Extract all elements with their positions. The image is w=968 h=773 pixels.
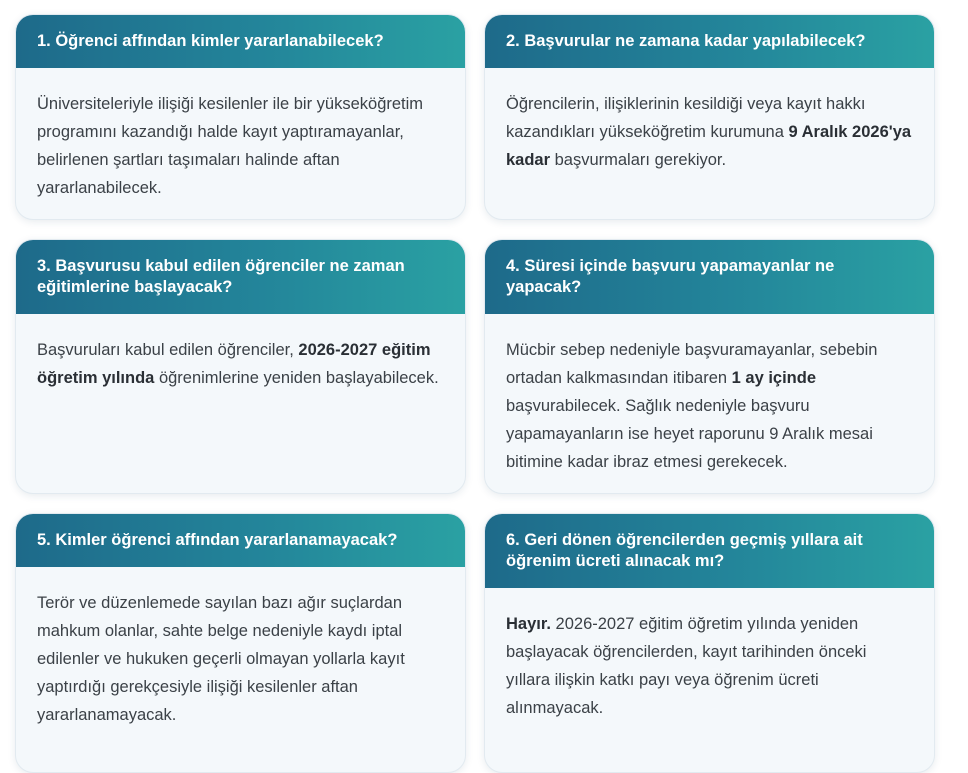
- faq-answer-5: [16, 567, 465, 729]
- faq-answer-3-highlight: 2026-2027 eğitim öğretim yılında: [37, 341, 431, 387]
- faq-answer-1: [16, 68, 465, 202]
- faq-answer-6-highlight: Hayır.: [506, 615, 551, 633]
- faq-answer-2-text: Öğrencilerin, ilişiklerinin kesildiği veya kayıt hakkı kazandıkları yükseköğretim kurumuna: [506, 95, 866, 141]
- faq-answer-4-highlight: 1 ay içinde: [731, 369, 817, 387]
- faq-answer-3-text-end: öğrenimlerine yeniden başlayabilecek.: [154, 369, 439, 387]
- faq-card-4: [484, 239, 935, 494]
- faq-answer-2-highlight: 9 Aralık 2026'ya kadar: [506, 123, 912, 169]
- faq-card-5: [15, 513, 466, 773]
- faq-card-1: [15, 14, 466, 220]
- faq-answer-3: [16, 314, 465, 392]
- faq-card-3: [15, 239, 466, 494]
- faq-answer-2: [485, 68, 934, 174]
- faq-answer-2-text-end: başvurmaları gerekiyor.: [550, 151, 727, 169]
- faq-question-6: 6. Geri dönen öğrencilerden geçmiş yıllara ait öğrenim ücreti alınacak mı?: [485, 514, 934, 588]
- faq-answer-4-text: Mücbir sebep nedeniyle başvuramayanlar, sebebin ortadan kalkmasından itibaren: [506, 341, 878, 387]
- faq-question-3: 3. Başvurusu kabul edilen öğrenciler ne zaman eğitimlerine başlayacak?: [16, 240, 465, 314]
- faq-answer-5-text: Terör ve düzenlemede sayılan bazı ağır suçlardan mahkum olanlar, sahte belge nedeniyle kaydı iptal edilenler ve hukuken geçerli olmayan yollarla kayıt yaptırdığı gerekçesiyle ilişiği kesilenler aftan yararlanamayacak.: [37, 594, 405, 724]
- faq-grid: [15, 14, 935, 773]
- faq-answer-6-text: 2026-2027 eğitim öğretim yılında yeniden başlayacak öğrencilerden, kayıt tarihinden önceki yıllara ilişkin katkı payı veya öğrenim ücreti alınmayacak.: [506, 615, 867, 717]
- faq-card-6: [484, 513, 935, 773]
- faq-question-1: 1. Öğrenci affından kimler yararlanabilecek?: [16, 15, 465, 68]
- faq-card-2: [484, 14, 935, 220]
- faq-question-5: 5. Kimler öğrenci affından yararlanamayacak?: [16, 514, 465, 567]
- faq-answer-1-text: Üniversiteleriyle ilişiği kesilenler ile bir yükseköğretim programını kazandığı halde kayıt yaptıramayanlar, belirlenen şartları taşımaları halinde aftan yararlanabilecek.: [37, 95, 424, 197]
- faq-answer-3-text: Başvuruları kabul edilen öğrenciler,: [37, 341, 299, 359]
- faq-answer-6: [485, 588, 934, 722]
- faq-question-2: 2. Başvurular ne zamana kadar yapılabilecek?: [485, 15, 934, 68]
- faq-question-4: 4. Süresi içinde başvuru yapamayanlar ne yapacak?: [485, 240, 934, 314]
- faq-answer-4: [485, 314, 934, 476]
- faq-answer-4-text-end: başvurabilecek. Sağlık nedeniyle başvuru yapamayanların ise heyet raporunu 9 Aralık mesai bitimine kadar ibraz etmesi gerekecek.: [506, 397, 873, 471]
